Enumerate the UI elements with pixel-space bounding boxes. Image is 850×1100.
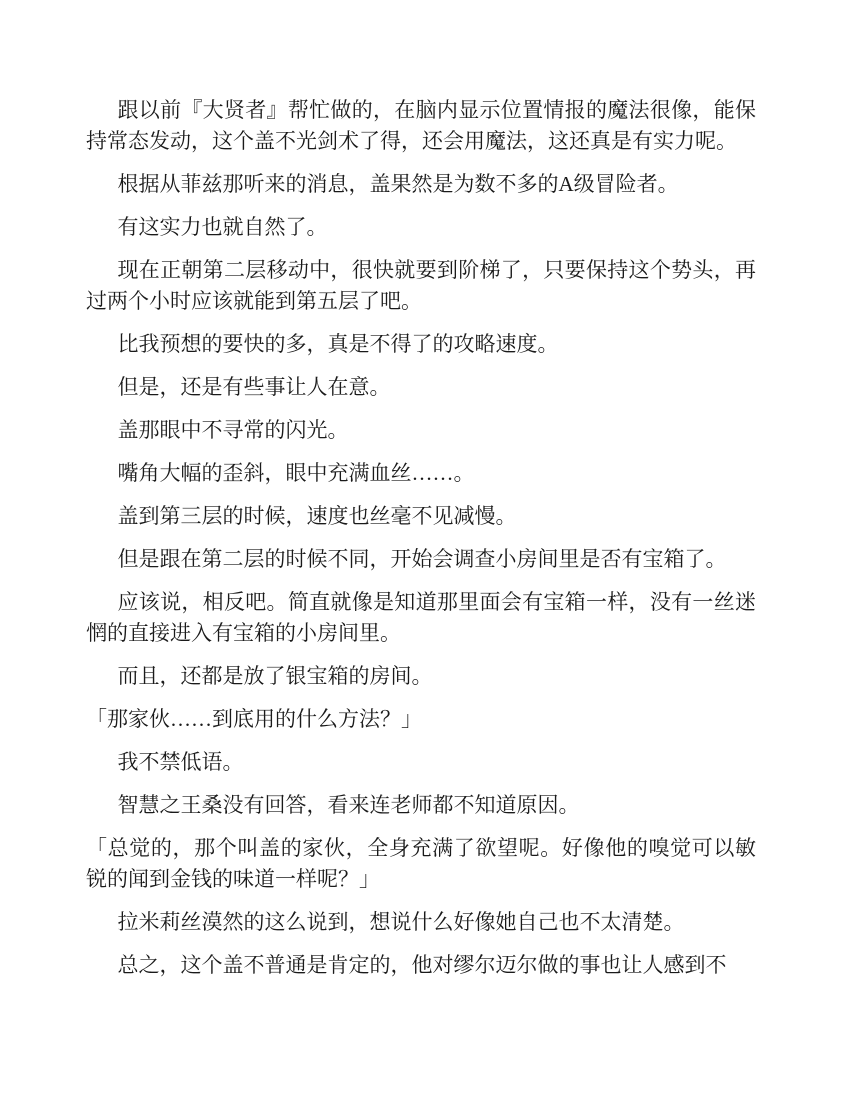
narration-paragraph: 现在正朝第二层移动中，很快就要到阶梯了，只要保持这个势头，再过两个小时应该就能到第五层了吧。	[86, 258, 756, 313]
novel-text-content	[86, 95, 756, 993]
narration-paragraph: 总之，这个盖不普通是肯定的，他对缪尔迈尔做的事也让人感到不	[117, 953, 727, 977]
narration-paragraph: 跟以前『大贤者』帮忙做的，在脑内显示位置情报的魔法很像，能保持常态发动，这个盖不光剑术了得，还会用魔法，这还真是有实力呢。	[86, 98, 756, 153]
narration-paragraph: 但是跟在第二层的时候不同，开始会调查小房间里是否有宝箱了。	[117, 547, 727, 571]
narration-paragraph: 有这实力也就自然了。	[117, 215, 328, 239]
narration-paragraph: 盖到第三层的时候，速度也丝毫不见减慢。	[117, 504, 517, 528]
narration-paragraph: 比我预想的要快的多，真是不得了的攻略速度。	[117, 332, 559, 356]
narration-paragraph: 盖那眼中不寻常的闪光。	[117, 418, 349, 442]
narration-paragraph: 而且，还都是放了银宝箱的房间。	[117, 664, 433, 688]
narration-paragraph: 嘴角大幅的歪斜，眼中充满血丝……。	[117, 461, 475, 485]
narration-paragraph: 拉米莉丝漠然的这么说到，想说什么好像她自己也不太清楚。	[117, 910, 685, 934]
narration-paragraph: 智慧之王桑没有回答，看来连老师都不知道原因。	[117, 793, 580, 817]
narration-paragraph: 但是，还是有些事让人在意。	[117, 375, 391, 399]
narration-paragraph: 根据从菲兹那听来的消息，盖果然是为数不多的A级冒险者。	[117, 172, 679, 196]
narration-paragraph: 应该说，相反吧。简直就像是知道那里面会有宝箱一样，没有一丝迷惘的直接进入有宝箱的小房间里。	[86, 590, 756, 645]
narration-paragraph: 我不禁低语。	[117, 750, 244, 774]
dialogue-paragraph: 「那家伙……到底用的什么方法？」	[86, 707, 422, 731]
dialogue-paragraph: 「总觉的，那个叫盖的家伙，全身充满了欲望呢。好像他的嗅觉可以敏锐的闻到金钱的味道一样呢？」	[86, 836, 756, 891]
